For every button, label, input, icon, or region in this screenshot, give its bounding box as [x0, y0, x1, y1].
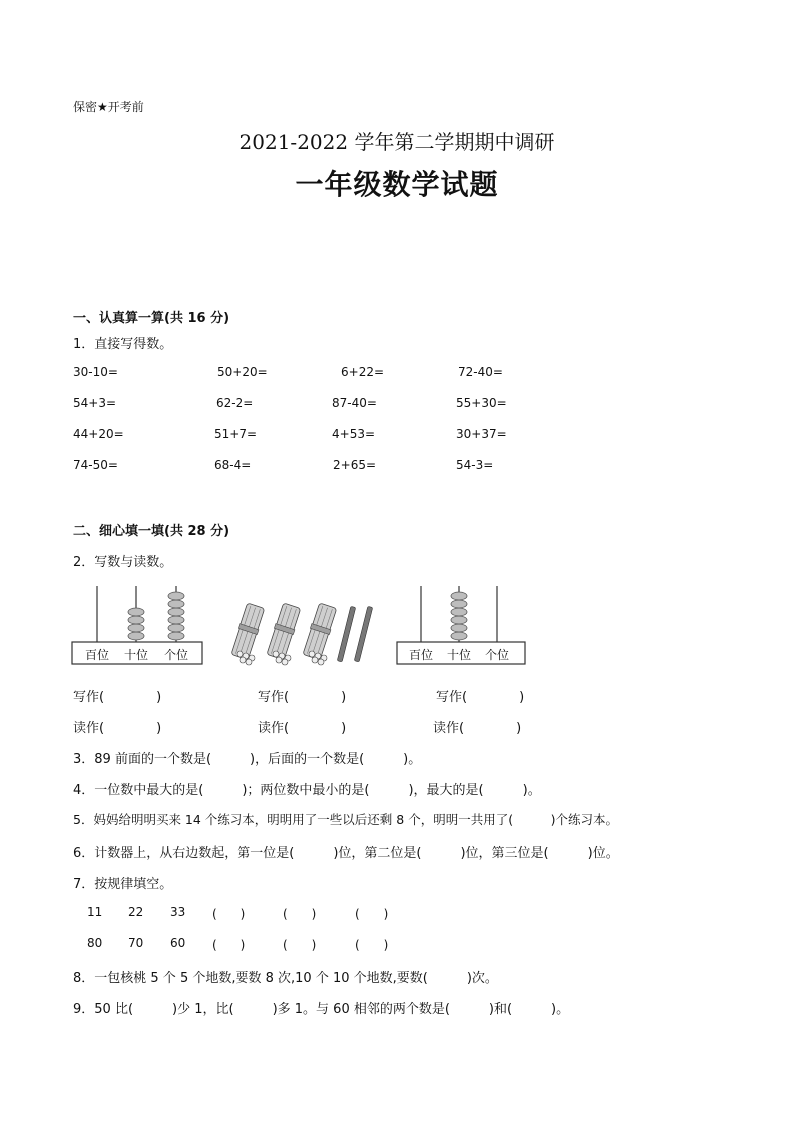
calc-item: 74-50=: [73, 458, 118, 472]
calc-item: 87-40=: [332, 396, 377, 410]
abacus-beads-ones: [168, 592, 184, 640]
abacus-label-hundreds: 百位: [84, 648, 110, 662]
calc-item: 30+37=: [456, 427, 507, 441]
sequence-blank[interactable]: ( ): [212, 938, 246, 952]
abacus-label-tens: 十位: [446, 648, 472, 662]
calc-item: 54-3=: [456, 458, 494, 472]
sequence-value: 70: [128, 936, 144, 950]
question-5: 5．妈妈给明明买来 14 个练习本，明明用了一些以后还剩 8 个，明明一共用了( )个练习本。: [73, 812, 618, 827]
calc-item: 54+3=: [73, 396, 117, 410]
exam-title: 一年级数学试题: [295, 168, 499, 201]
stick-bundle: [266, 603, 302, 665]
sequence-value: 33: [170, 905, 186, 919]
abacus-left-figure: [70, 582, 205, 668]
section-heading-calculation: 一、认真算一算(共 16 分): [73, 311, 230, 326]
write-blank-1[interactable]: 写作( ): [73, 690, 162, 705]
calc-item: 62-2=: [216, 396, 254, 410]
calc-item: 2+65=: [333, 458, 377, 472]
sequence-blank[interactable]: ( ): [355, 938, 389, 952]
calc-item: 51+7=: [214, 427, 258, 441]
abacus-beads-tens: [128, 608, 144, 640]
confidential-label: 保密★开考前: [73, 100, 144, 114]
calc-item: 6+22=: [341, 365, 385, 379]
read-blank-3[interactable]: 读作( ): [433, 721, 522, 736]
sequence-value: 60: [170, 936, 186, 950]
sequence-blank[interactable]: ( ): [355, 907, 389, 921]
stick-bundle: [230, 603, 266, 665]
read-blank-2[interactable]: 读作( ): [258, 721, 347, 736]
single-stick: [354, 606, 372, 662]
question-1: 1．直接写得数。: [73, 337, 173, 352]
question-7: 7．按规律填空。: [73, 877, 173, 892]
question-8: 8．一包核桃 5 个 5 个地数,要数 8 次,10 个 10 个地数,要数( )次。: [73, 971, 498, 986]
question-2: 2．写数与读数。: [73, 555, 173, 570]
sequence-value: 11: [87, 905, 103, 919]
abacus-label-ones: 个位: [163, 648, 189, 662]
question-3: 3．89 前面的一个数是( )，后面的一个数是( )。: [73, 752, 422, 767]
calc-item: 72-40=: [458, 365, 503, 379]
abacus-right-figure: [395, 582, 530, 668]
exam-subtitle: 2021-2022 学年第二学期期中调研: [239, 130, 555, 154]
calc-item: 55+30=: [456, 396, 507, 410]
read-blank-1[interactable]: 读作( ): [73, 721, 162, 736]
stick-bundle: [302, 603, 338, 665]
write-blank-2[interactable]: 写作( ): [258, 690, 347, 705]
write-blank-3[interactable]: 写作( ): [436, 690, 525, 705]
sequence-blank[interactable]: ( ): [283, 938, 317, 952]
calc-item: 50+20=: [217, 365, 268, 379]
sequence-blank[interactable]: ( ): [212, 907, 246, 921]
abacus-label-ones: 个位: [484, 648, 510, 662]
abacus-label-hundreds: 百位: [408, 648, 434, 662]
abacus-beads-tens: [451, 592, 467, 640]
question-4: 4．一位数中最大的是( )；两位数中最小的是( )，最大的是( )。: [73, 783, 541, 798]
sequence-value: 80: [87, 936, 103, 950]
abacus-label-tens: 十位: [123, 648, 149, 662]
calc-item: 68-4=: [214, 458, 252, 472]
calc-item: 30-10=: [73, 365, 118, 379]
single-stick: [337, 606, 355, 662]
question-6: 6．计数器上，从右边数起，第一位是( )位，第二位是( )位，第三位是( )位。: [73, 846, 619, 861]
sequence-blank[interactable]: ( ): [283, 907, 317, 921]
sequence-value: 22: [128, 905, 144, 919]
calc-item: 44+20=: [73, 427, 124, 441]
question-9: 9．50 比( )少 1，比( )多 1。与 60 相邻的两个数是( )和( )。: [73, 1002, 570, 1017]
stick-bundles-figure: [228, 600, 378, 666]
section-heading-fill-in: 二、细心填一填(共 28 分): [73, 524, 230, 539]
calc-item: 4+53=: [332, 427, 376, 441]
